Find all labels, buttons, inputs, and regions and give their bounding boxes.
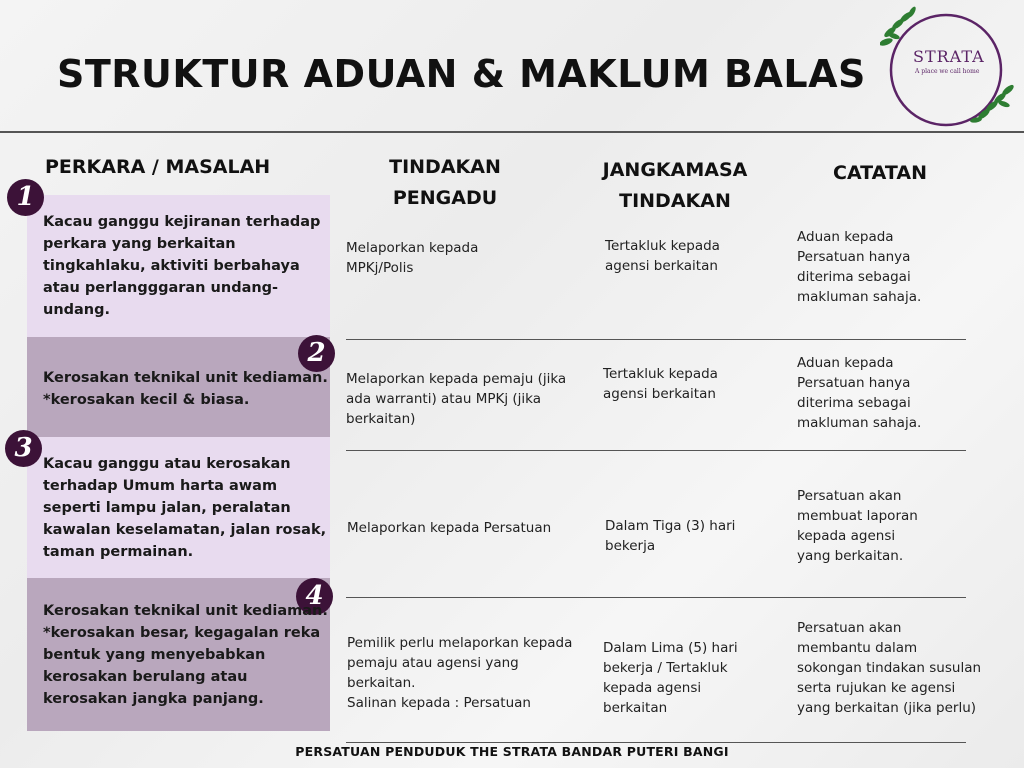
header-divider bbox=[0, 131, 1024, 133]
logo-tagline: A place we call home bbox=[915, 68, 980, 75]
leaf-icon bbox=[970, 83, 1015, 123]
row-divider bbox=[346, 597, 966, 598]
row-3-action: Melaporkan kepada Persatuan bbox=[347, 520, 552, 536]
row-1-action: Melaporkan kepada MPKj/Polis bbox=[346, 240, 479, 276]
logo-name: STRATA bbox=[913, 47, 985, 66]
row-4-number-badge: 4 bbox=[296, 578, 333, 615]
row-divider bbox=[346, 339, 966, 340]
row-2-number-badge: 2 bbox=[298, 335, 335, 372]
row-3-problem: Kacau ganggu atau kerosakan terhadap Umum harta awam seperti lampu jalan, peralatan kawalan keselamatan, jalan rosak, taman permainan. bbox=[43, 456, 327, 560]
row-1-number-badge: 1 bbox=[7, 179, 44, 216]
row-1-note: Aduan kepada Persatuan hanya diterima sebagai makluman sahaja. bbox=[797, 229, 922, 305]
row-4-timeframe: Dalam Lima (5) hari bekerja / Tertakluk kepada agensi berkaitan bbox=[603, 640, 738, 716]
row-3-number-badge: 3 bbox=[5, 430, 42, 467]
row-1-timeframe: Tertakluk kepada agensi berkaitan bbox=[605, 238, 720, 274]
header-jangkamasa: JANGKAMASA TINDAKAN bbox=[602, 159, 748, 212]
row-3-timeframe: Dalam Tiga (3) hari bekerja bbox=[605, 518, 736, 554]
row-4-note: Persatuan akan membantu dalam sokongan tindakan susulan serta rujukan ke agensi yang berkaitan (jika perlu) bbox=[797, 620, 982, 716]
row-2-problem: Kerosakan teknikal unit kediaman. *kerosakan kecil & biasa. bbox=[43, 370, 328, 408]
footer-organization: PERSATUAN PENDUDUK THE STRATA BANDAR PUTERI BANGI bbox=[295, 744, 729, 759]
row-divider bbox=[346, 450, 966, 451]
page-title: STRUKTUR ADUAN & MAKLUM BALAS bbox=[57, 52, 866, 96]
row-divider bbox=[346, 742, 966, 743]
header-perkara: PERKARA / MASALAH bbox=[45, 156, 271, 178]
row-4-action: Pemilik perlu melaporkan kepada pemaju atau agensi yang berkaitan. Salinan kepada : Persatuan bbox=[347, 635, 573, 711]
row-4-problem: Kerosakan teknikal unit kediaman. *kerosakan besar, kegagalan reka bentuk yang menyebabkan kerosakan berulang atau kerosakan jangka panjang. bbox=[43, 603, 328, 707]
row-2-action: Melaporkan kepada pemaju (jika ada warranti) atau MPKj (jika berkaitan) bbox=[346, 371, 567, 427]
row-1-problem: Kacau ganggu kejiranan terhadap perkara yang berkaitan tingkahlaku, aktiviti berbahaya atau perlangggaran undang- undang. bbox=[43, 214, 321, 318]
row-3-note: Persatuan akan membuat laporan kepada agensi yang berkaitan. bbox=[797, 488, 918, 564]
row-2-note: Aduan kepada Persatuan hanya diterima sebagai makluman sahaja. bbox=[797, 355, 922, 431]
header-catatan: CATATAN bbox=[833, 162, 927, 184]
header-tindakan: TINDAKAN PENGADU bbox=[389, 156, 501, 209]
row-2-timeframe: Tertakluk kepada agensi berkaitan bbox=[603, 366, 718, 402]
